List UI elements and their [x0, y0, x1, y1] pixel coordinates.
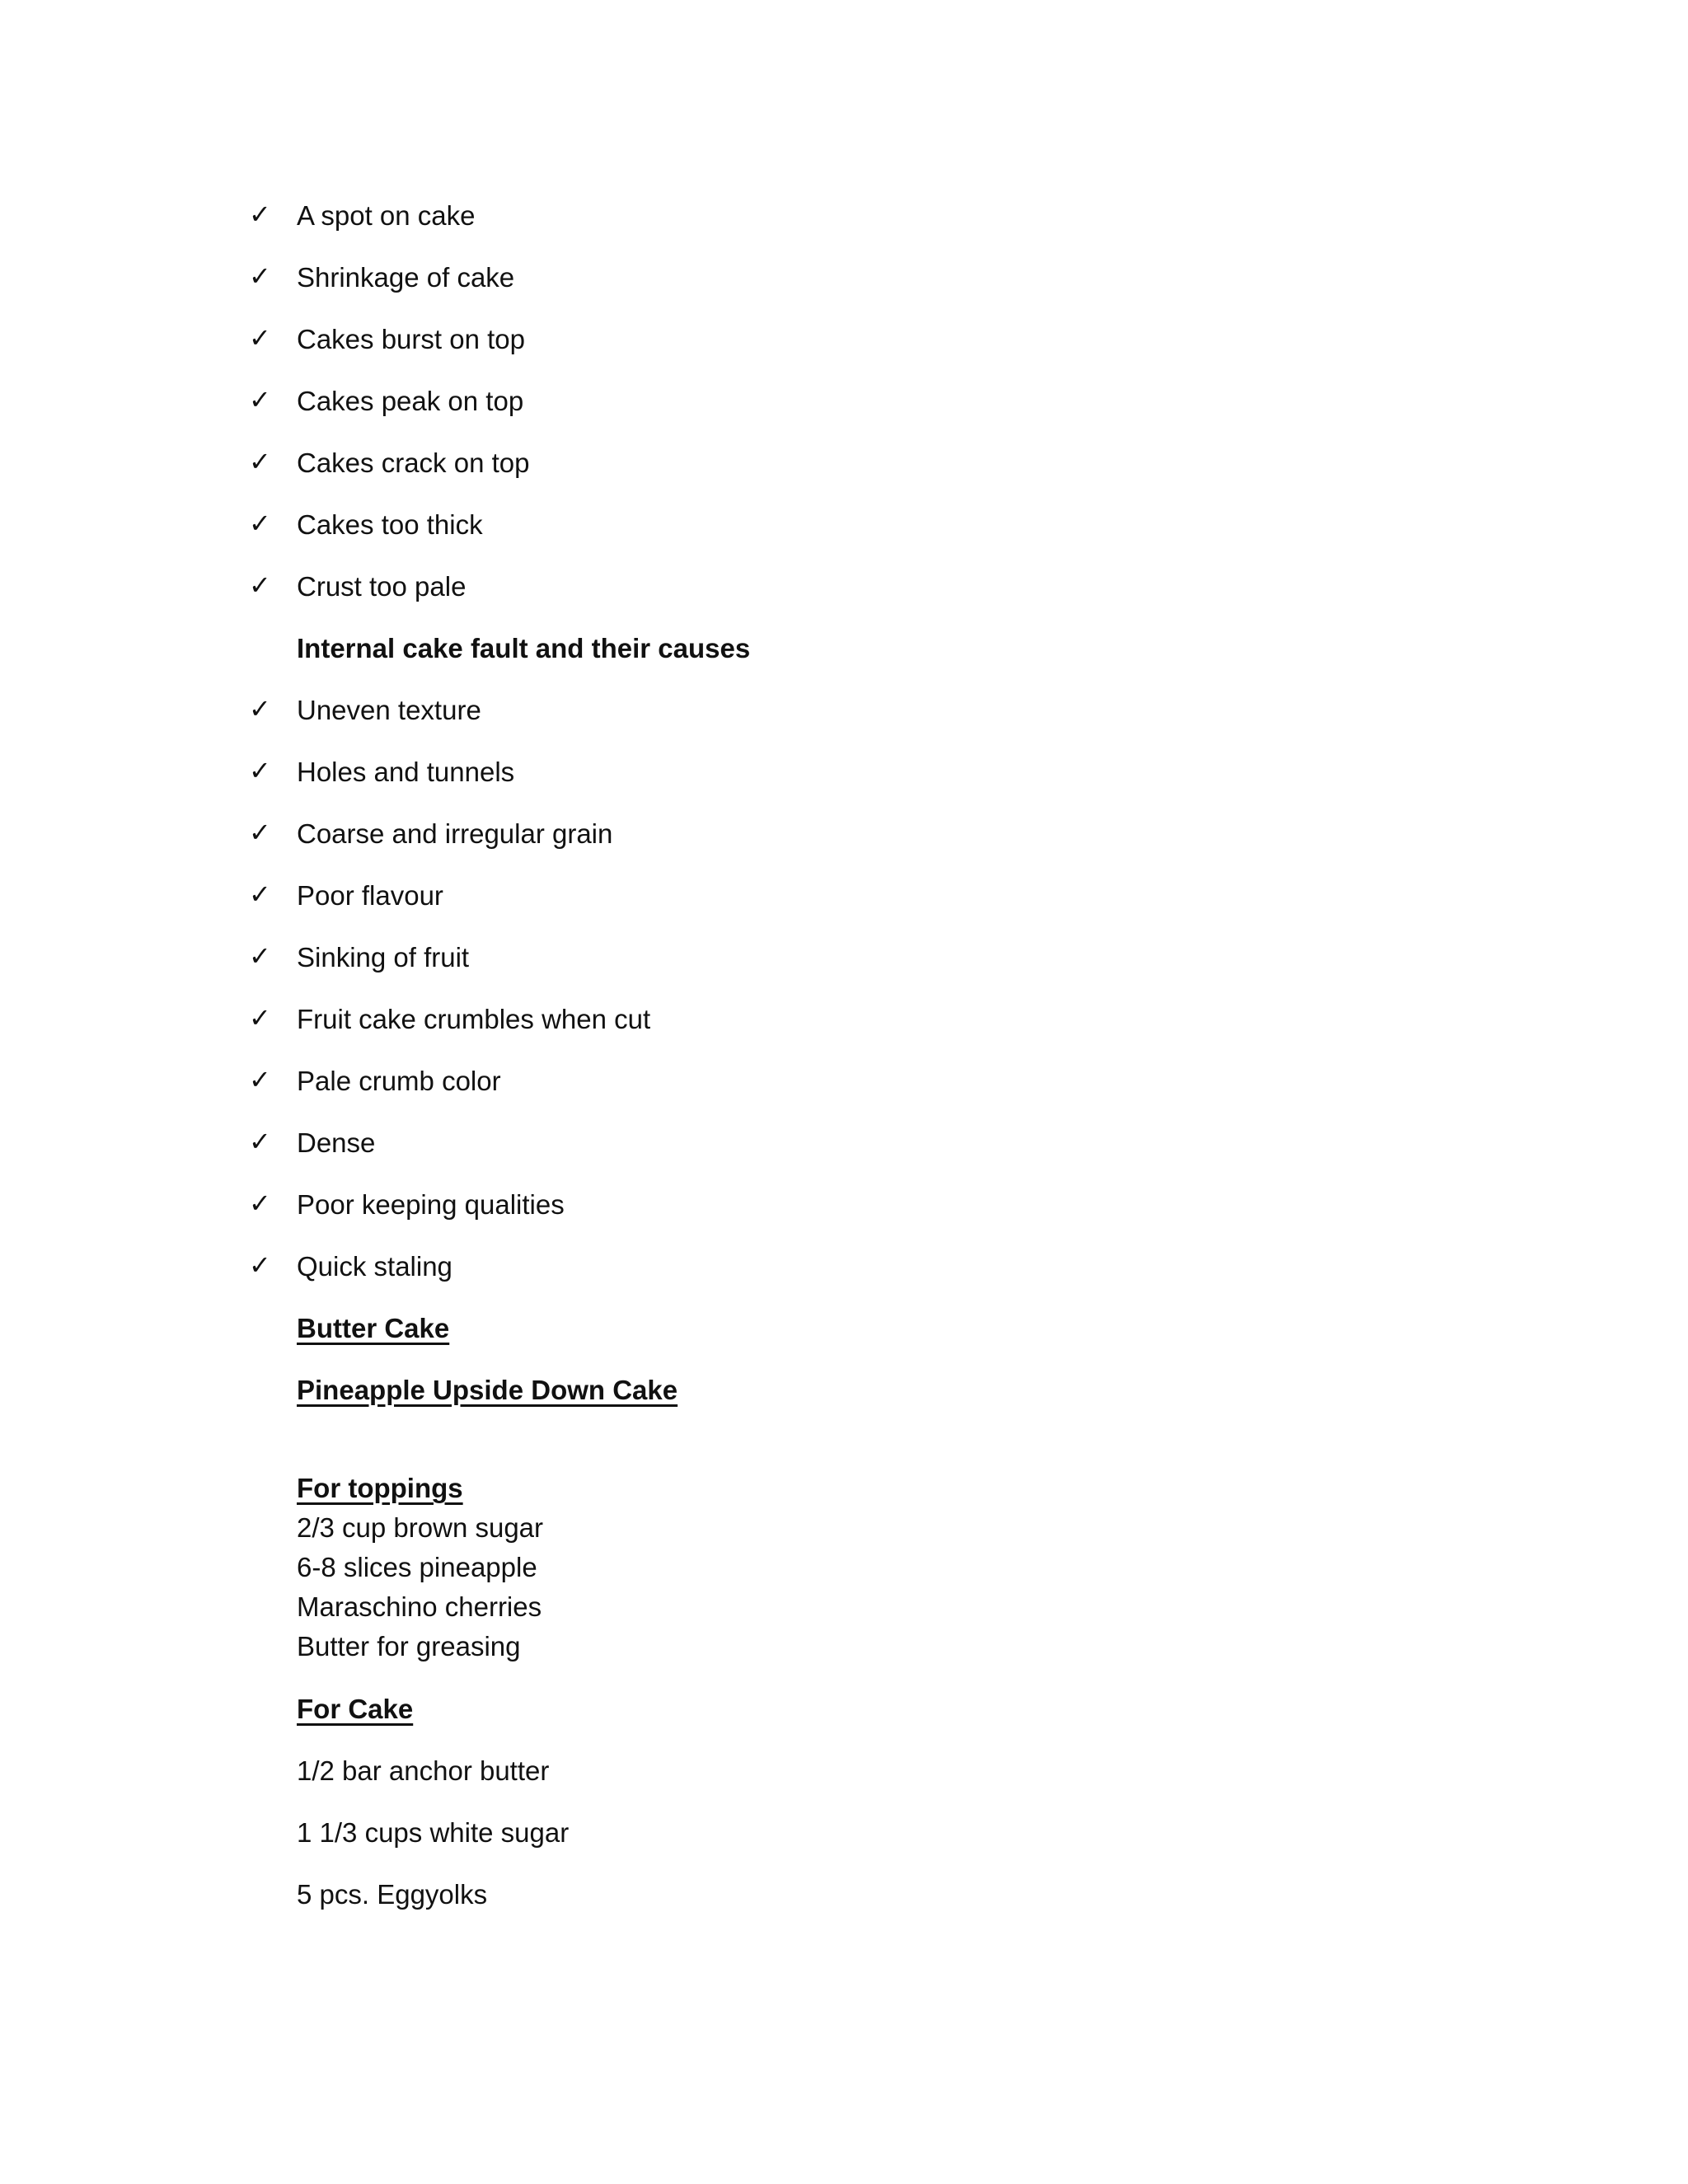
list-item — [249, 191, 1485, 253]
checkmark-icon: ✓ — [249, 199, 271, 230]
list-item — [249, 871, 1485, 933]
ingredient-row — [249, 1746, 1485, 1808]
section-heading: Internal cake fault and their causes — [297, 633, 751, 663]
ingredient-line: 2/3 cup brown sugar — [297, 1512, 544, 1543]
list-item — [249, 253, 1485, 315]
list-item — [249, 1242, 1485, 1304]
recipe-title-row — [249, 1366, 1485, 1427]
list-item-text: Crust too pale — [297, 571, 467, 602]
recipe-title: Pineapple Upside Down Cake — [297, 1375, 678, 1405]
list-item — [249, 686, 1485, 748]
checkmark-icon: ✓ — [249, 755, 271, 786]
ingredient-row — [249, 1808, 1485, 1870]
list-item-text: Uneven texture — [297, 695, 481, 725]
internal-faults-list — [249, 686, 1485, 1304]
checkmark-icon: ✓ — [249, 879, 271, 910]
toppings-heading-text: For toppings — [297, 1473, 463, 1503]
ingredient-line: 5 pcs. Eggyolks — [297, 1879, 488, 1910]
butter-cake-heading-row — [249, 1304, 1485, 1366]
list-item-text: Cakes peak on top — [297, 386, 524, 416]
ingredient-line: 1 1/3 cups white sugar — [297, 1817, 570, 1848]
gap — [249, 1666, 1485, 1685]
list-item — [249, 1180, 1485, 1242]
checkmark-icon: ✓ — [249, 1188, 271, 1219]
checkmark-icon: ✓ — [249, 322, 271, 354]
list-item — [249, 809, 1485, 871]
list-item-text: Pale crumb color — [297, 1066, 501, 1096]
list-item — [249, 1057, 1485, 1118]
ingredient-line: 1/2 bar anchor butter — [297, 1755, 550, 1786]
checkmark-icon: ✓ — [249, 1249, 271, 1281]
list-item-text: Fruit cake crumbles when cut — [297, 1004, 651, 1034]
list-item-text: Shrinkage of cake — [297, 262, 515, 293]
external-faults-list — [249, 191, 1485, 624]
list-item — [249, 995, 1485, 1057]
checkmark-icon: ✓ — [249, 1126, 271, 1157]
ingredient-row — [249, 1870, 1485, 1932]
checkmark-icon: ✓ — [249, 446, 271, 477]
cake-heading: For Cake — [297, 1694, 414, 1724]
list-item-text: Poor flavour — [297, 880, 443, 911]
list-item — [249, 933, 1485, 995]
checkmark-icon: ✓ — [249, 1064, 271, 1095]
toppings-heading — [297, 1469, 1485, 1508]
list-item-text: Dense — [297, 1127, 376, 1158]
list-item-text: Sinking of fruit — [297, 942, 470, 972]
section-heading: Butter Cake — [297, 1313, 450, 1343]
checkmark-icon: ✓ — [249, 940, 271, 972]
checkmark-icon: ✓ — [249, 508, 271, 539]
checkmark-icon: ✓ — [249, 384, 271, 415]
checkmark-icon: ✓ — [249, 817, 271, 848]
for-cake-heading-row — [249, 1685, 1485, 1746]
toppings-block — [249, 1469, 1485, 1666]
list-item — [249, 438, 1485, 500]
checkmark-icon: ✓ — [249, 569, 271, 601]
list-item — [249, 748, 1485, 809]
list-item-text: Cakes burst on top — [297, 324, 525, 354]
checkmark-icon: ✓ — [249, 693, 271, 724]
list-item-text: Cakes crack on top — [297, 448, 530, 478]
list-item-text: Holes and tunnels — [297, 757, 515, 787]
list-item-text: Poor keeping qualities — [297, 1189, 565, 1220]
list-item — [249, 1118, 1485, 1180]
ingredient-line: Maraschino cherries — [297, 1591, 542, 1622]
content-column — [249, 191, 1485, 1932]
ingredient-line: Butter for greasing — [297, 1631, 521, 1661]
list-item-text: A spot on cake — [297, 200, 476, 231]
blank-line — [249, 1427, 1485, 1469]
list-item — [249, 500, 1485, 562]
list-item — [249, 315, 1485, 377]
checkmark-icon: ✓ — [249, 260, 271, 292]
list-item-text: Quick staling — [297, 1251, 452, 1282]
ingredient-line: 6-8 slices pineapple — [297, 1552, 537, 1582]
checkmark-icon: ✓ — [249, 1002, 271, 1033]
list-item-text: Coarse and irregular grain — [297, 818, 613, 849]
list-item — [249, 562, 1485, 624]
list-item-text: Cakes too thick — [297, 509, 483, 540]
list-item — [249, 377, 1485, 438]
internal-faults-heading-row — [249, 624, 1485, 686]
